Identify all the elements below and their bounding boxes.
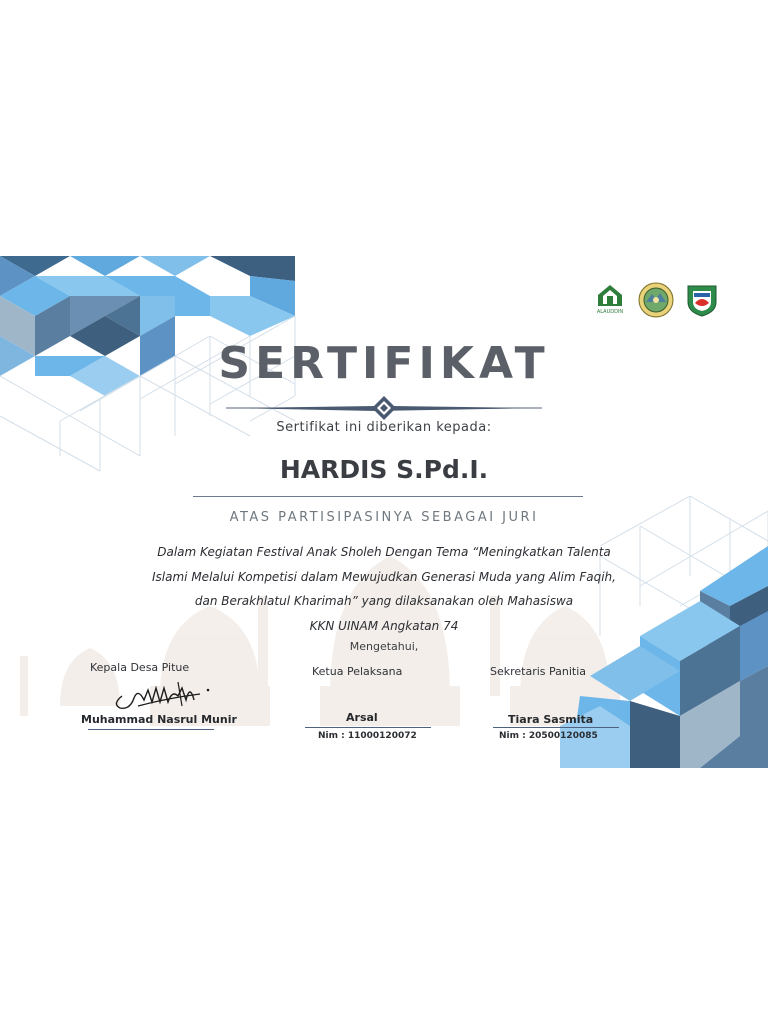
certificate (0, 256, 768, 768)
signature-line (305, 727, 431, 728)
signatory-name-village-head: Muhammad Nasrul Munir (81, 713, 237, 726)
logo-row (592, 282, 720, 318)
body-line: dan Berakhlatul Kharimah” yang dilaksanakan oleh Mahasiswa (194, 594, 574, 608)
certificate-body (0, 540, 768, 638)
signatory-role-secretary: Sekretaris Panitia (490, 665, 587, 678)
signatory-nim-secretary: Nim : 20500120085 (499, 731, 598, 741)
svg-text:ALAUDDIN: ALAUDDIN (596, 309, 624, 315)
body-line: Islami Melalui Kompetisi dalam Mewujudkan Generasi Muda yang Alim Faqih, (152, 569, 616, 584)
body-line: Dalam Kegiatan Festival Anak Sholeh Dengan Tema “Meningkatkan Talenta (157, 545, 611, 559)
signature-line (88, 729, 214, 730)
signatory-role-chair: Ketua Pelaksana (312, 665, 403, 678)
handwritten-signature (108, 676, 218, 716)
name-underline (193, 496, 583, 497)
acknowledged-label: Mengetahui, (349, 640, 419, 653)
signature-line (493, 727, 619, 728)
signatory-name-secretary: Tiara Sasmita (508, 713, 594, 726)
certificate-title: SERTIFIKAT (218, 338, 550, 389)
signatory-name-chair: Arsal (346, 711, 378, 724)
uin-alauddin-logo-icon (592, 282, 628, 318)
signatory-role-village-head: Kepala Desa Pitue (90, 661, 190, 674)
kkn-circular-seal-icon (638, 282, 674, 318)
participation-role: ATAS PARTISIPASINYA SEBAGAI JURI (229, 510, 539, 525)
signatory-nim-chair: Nim : 11000120072 (318, 731, 417, 741)
given-to-text: Sertifikat ini diberikan kepada: (276, 420, 492, 435)
body-line: KKN UINAM Angkatan 74 (309, 618, 459, 633)
regency-shield-emblem-icon (684, 282, 720, 318)
recipient-name: HARDIS S.Pd.I. (279, 455, 489, 484)
